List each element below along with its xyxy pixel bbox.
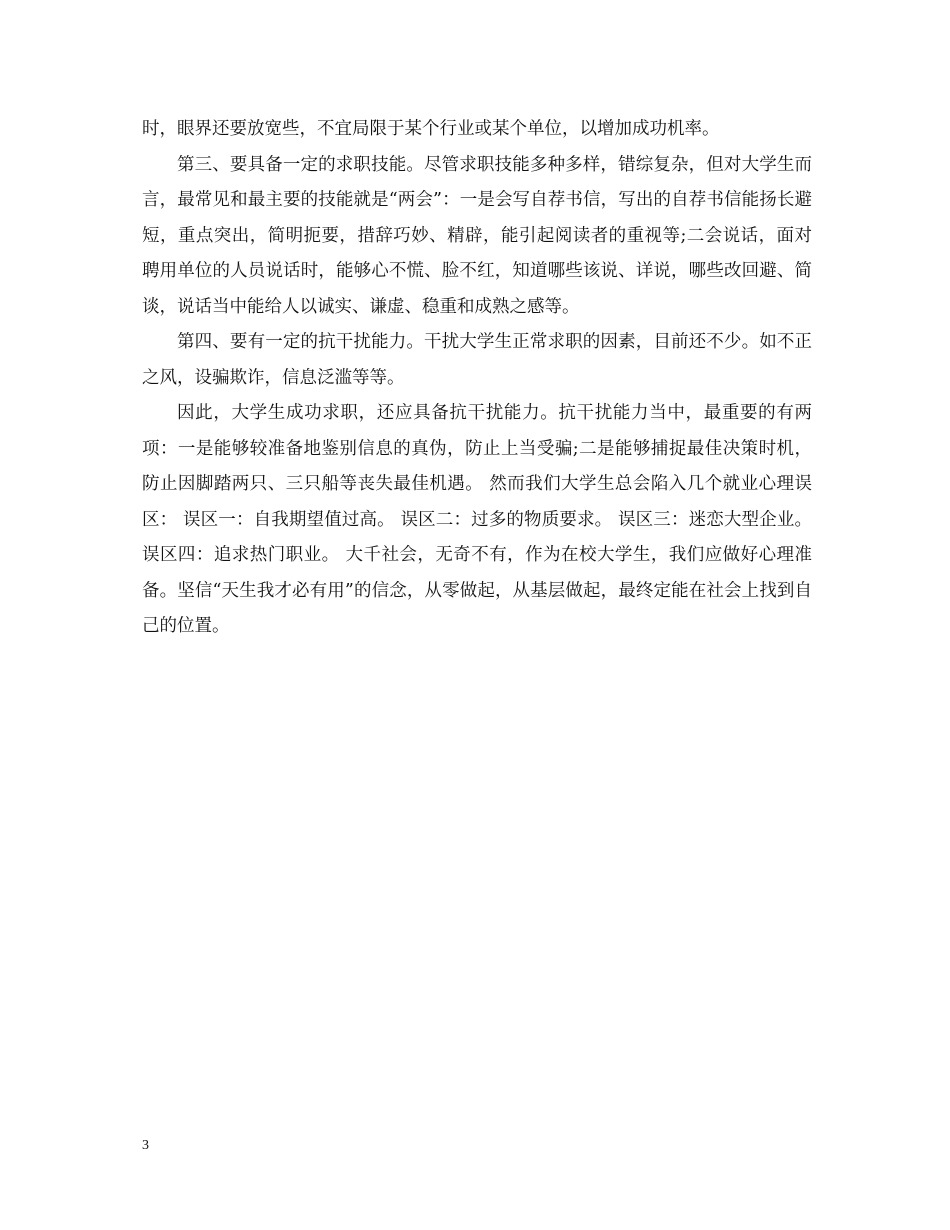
paragraph-fourth-anti-interference: 第四、要有一定的抗干扰能力。干扰大学生正常求职的因素，目前还不少。如不正之风，设骗欺诈，信息泛滥等等。	[142, 332, 812, 388]
page-number: 3	[142, 1138, 149, 1153]
paragraph-continuation: 时，眼界还要放宽些，不宜局限于某个行业或某个单位，以增加成功机率。	[142, 119, 720, 139]
paragraph-conclusion: 因此，大学生成功求职，还应具备抗干扰能力。抗干扰能力当中，最重要的有两项：一是能够较准备地鉴别信息的真伪，防止上当受骗;二是能够捕捉最佳决策时机，防止因脚踏两只、三只船等丧失最佳机遇。 然而我们大学生总会陷入几个就业心理误区： 误区一：自我期望值过高。 误区二：过多的物质要求。 误区三：迷恋大型企业。 误区四：追求热门职业。 大千社会，无奇不有，作为在校大学生，我们应做好心理准备。坚信“天生我才必有用”的信念，从零做起，从基层做起，最终定能在社会上找到自己的位置。	[142, 403, 812, 636]
paragraph-third-skill: 第三、要具备一定的求职技能。尽管求职技能多种多样，错综复杂，但对大学生而言，最常见和最主要的技能就是“两会”：一是会写自荐书信，写出的自荐书信能扬长避短，重点突出，简明扼要，措辞巧妙、精辟，能引起阅读者的重视等;二会说话，面对聘用单位的人员说话时，能够心不慌、脸不红，知道哪些该说、详说，哪些改回避、简谈，说话当中能给人以诚实、谦虚、稳重和成熟之感等。	[142, 154, 812, 317]
document-body	[142, 112, 812, 645]
